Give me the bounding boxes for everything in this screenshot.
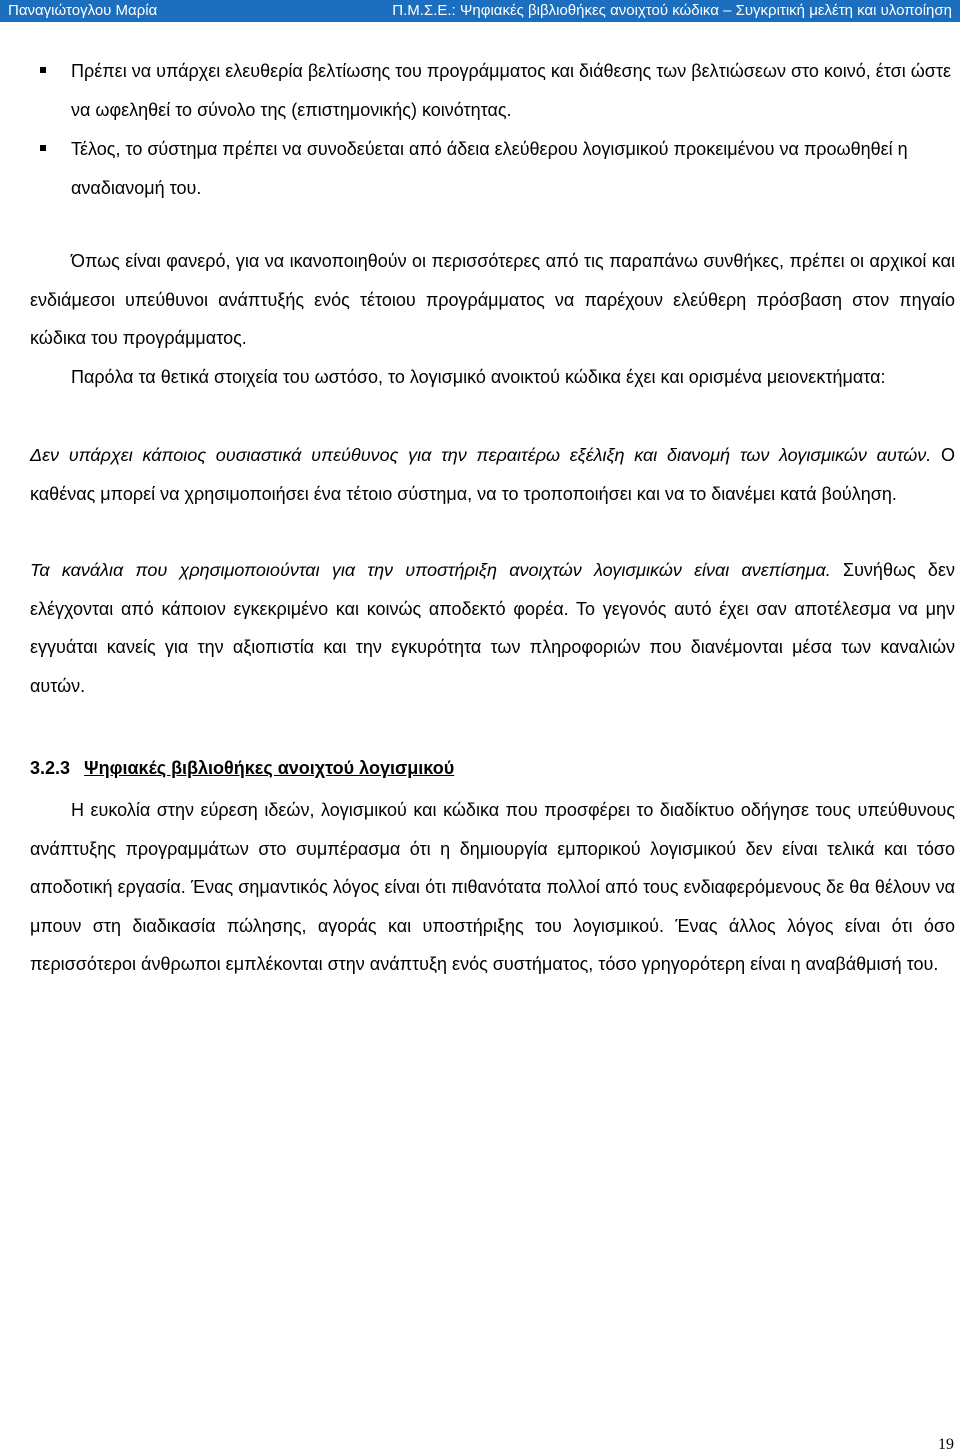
paragraph-no-responsible [30, 436, 955, 513]
bullet-item [30, 130, 955, 208]
bullet-list [30, 52, 955, 208]
bullet-text: Πρέπει να υπάρχει ελευθερία βελτίωσης του προγράμματος και διάθεσης των βελτιώσεων στο κοινό, έτσι ώστε να ωφεληθεί το σύνολο της (επιστημονικής) κοινότητας. [71, 61, 952, 120]
paragraph-unofficial-channels [30, 551, 955, 705]
paragraph-text: Συνήθως δεν ελέγχονται από κάποιον εγκεκριμένο και κοινώς αποδεκτό φορέα. Το γεγονός αυτό έχει σαν αποτέλεσμα να μην εγγυάται κανείς για την αξιοπιστία και την εγκυρότητα των πληροφοριών που διανέμονται μέσα των καναλιών αυτών. [30, 560, 955, 696]
section-heading [30, 749, 955, 787]
paragraph-disadvantages-intro: Παρόλα τα θετικά στοιχεία του ωστόσο, το λογισμικό ανοικτού κώδικα έχει και ορισμένα μειονεκτήματα: [71, 366, 886, 387]
paragraph-source-access: Όπως είναι φανερό, για να ικανοποιηθούν οι περισσότερες από τις παραπάνω συνθήκες, πρέπει οι αρχικοί και ενδιάμεσοι υπεύθυνοι ανάπτυξής ενός τέτοιου προγράμματος να παρέχουν ελεύθερη πρόσβαση στον πηγαίο κώδικα του προγράμματος. [30, 251, 955, 348]
paragraph-text: Ο καθένας μπορεί να χρησιμοποιήσει ένα τέτοιο σύστημα, να το τροποποιήσει και να το διανέμει κατά βούληση. [30, 445, 955, 504]
bullet-text: Τέλος, το σύστημα πρέπει να συνοδεύεται από άδεια ελεύθερου λογισμικού προκειμένου να προωθηθεί η αναδιανομή του. [71, 139, 908, 198]
header-author: Παναγιώτογλου Μαρία [8, 2, 158, 19]
bullet-item [30, 52, 955, 130]
square-bullet-icon [40, 67, 46, 73]
emphasis-text: Τα κανάλια που χρησιμοποιούνται για την υποστήριξη ανοιχτών λογισμικών είναι ανεπίσημα. [30, 560, 831, 580]
page-number: 19 [938, 1436, 954, 1453]
emphasis-text: Δεν υπάρχει κάποιος ουσιαστικά υπεύθυνος για την περαιτέρω εξέλιξη και διανομή των λογισμικών αυτών. [30, 445, 932, 465]
header-title: Π.Μ.Σ.Ε.: Ψηφιακές βιβλιοθήκες ανοιχτού κώδικα – Συγκριτική μελέτη και υλοποίηση [392, 2, 952, 19]
section-number: 3.2.3 [30, 758, 71, 778]
page-body [30, 52, 955, 984]
square-bullet-icon [40, 145, 46, 151]
section-title: Ψηφιακές βιβλιοθήκες ανοιχτού λογισμικού [84, 758, 455, 778]
paragraph-commercial-software: Η ευκολία στην εύρεση ιδεών, λογισμικού και κώδικα που προσφέρει το διαδίκτυο οδήγησε τους υπεύθυνους ανάπτυξης προγραμμάτων στο συμπέρασμα ότι η δημιουργία εμπορικού λογισμικού δεν είναι τελικά και τόσο αποδοτική εργασία. Ένας σημαντικός λόγος είναι ότι πιθανότατα πολλοί από τους ενδιαφερόμενους δε θα θέλουν να μπουν στη διαδικασία πώλησης, αγοράς και υποστήριξης του λογισμικού. Ένας άλλος λόγος είναι ότι όσο περισσότεροι άνθρωποι εμπλέκονται στην ανάπτυξη ενός συστήματος, τόσο γρηγορότερη είναι η αναβάθμισή του. [30, 800, 955, 974]
running-header [0, 0, 960, 22]
